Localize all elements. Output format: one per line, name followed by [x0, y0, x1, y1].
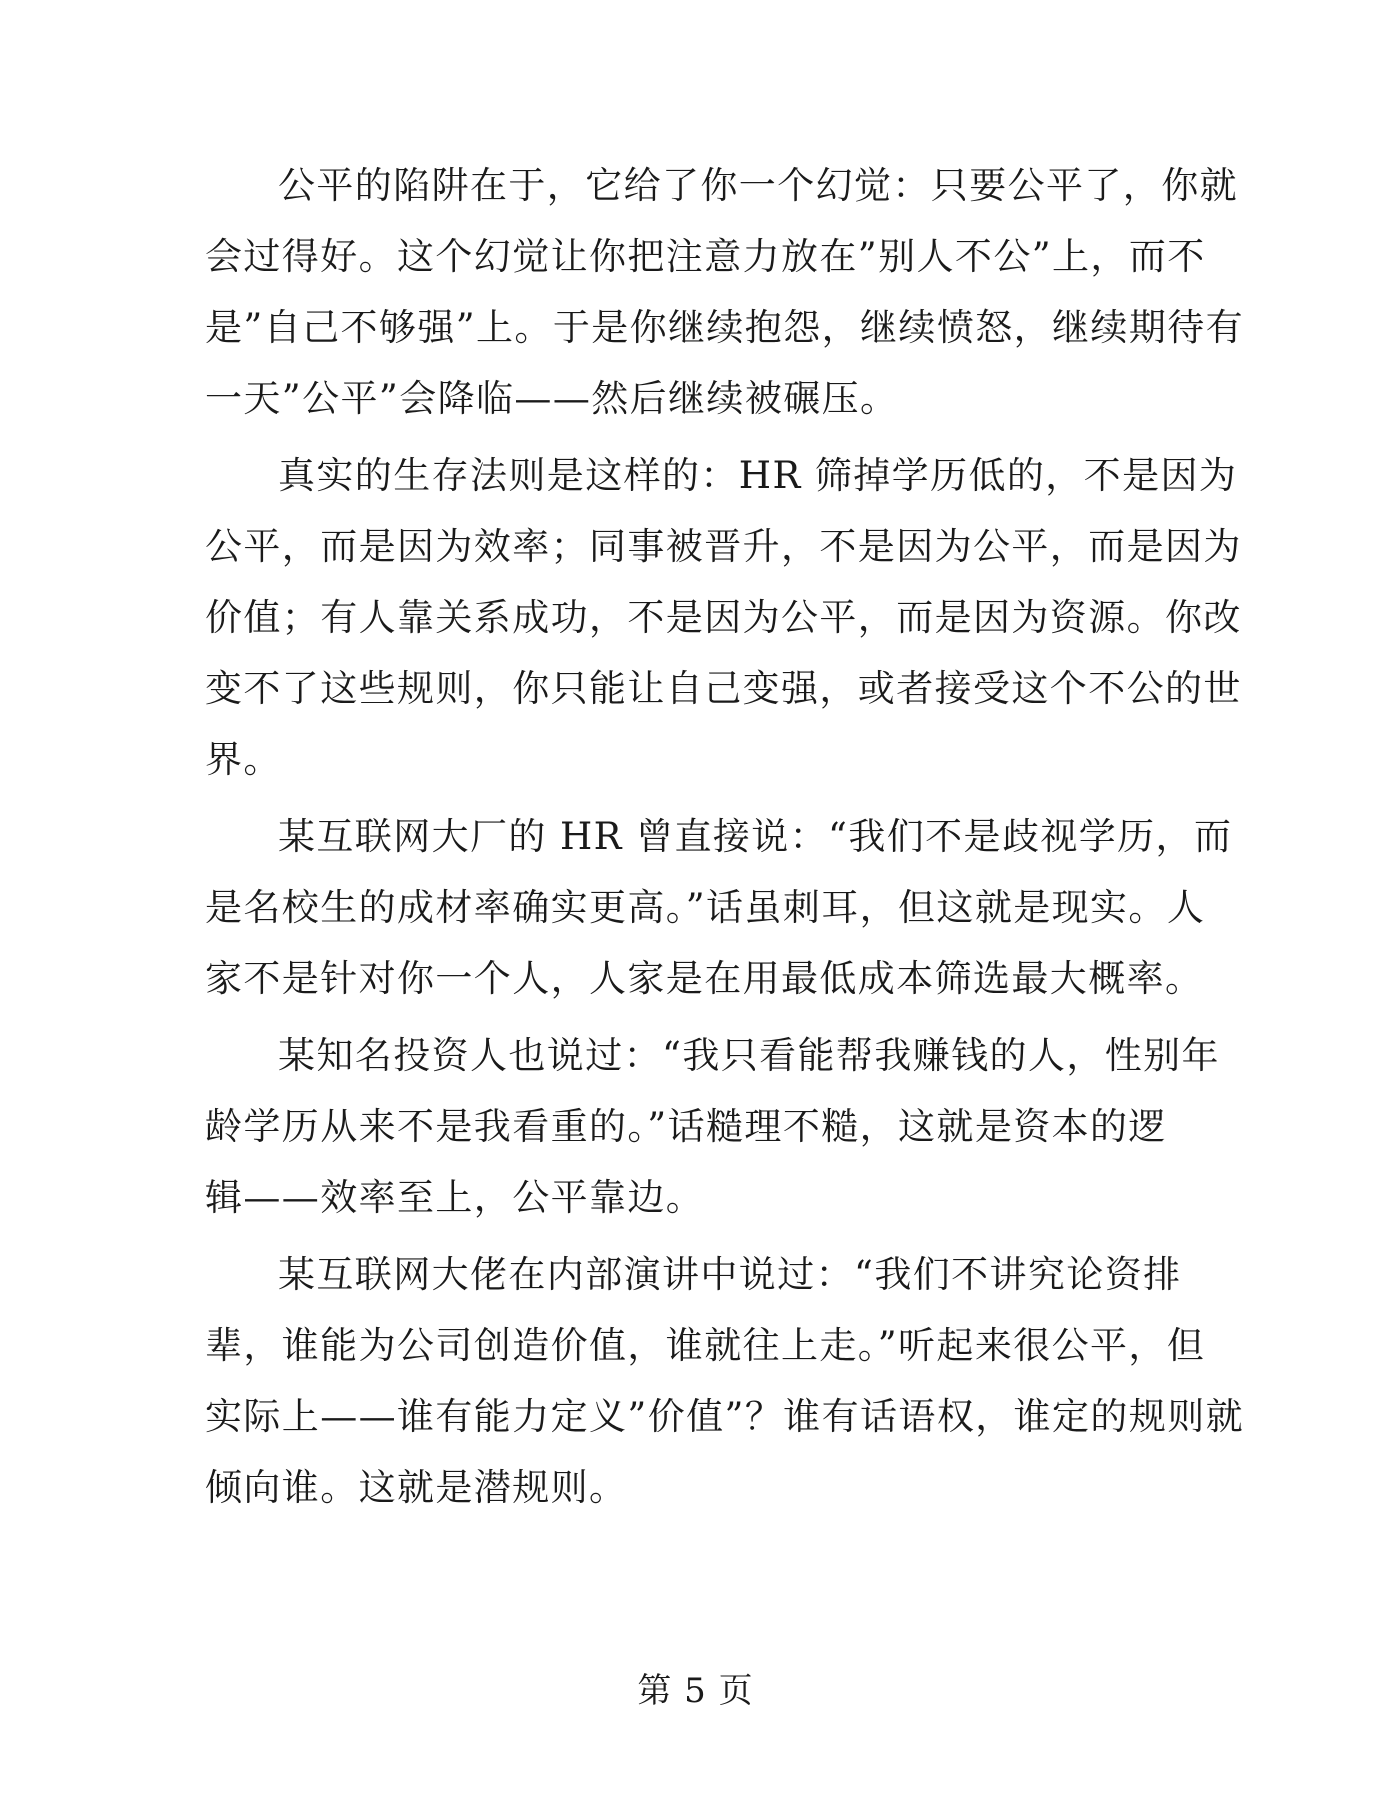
text-line: 公平，而是因为效率；同事被晋升，不是因为公平，而是因为 [205, 525, 1242, 568]
paragraph-investor-quote [205, 1020, 1220, 1233]
text-line: 辈，谁能为公司创造价值，谁就往上走。”听起来很公平，但 [205, 1324, 1206, 1367]
text-line: 价值；有人靠关系成功，不是因为公平，而是因为资源。你改 [205, 596, 1242, 639]
text-line: 是名校生的成材率确实更高。”话虽刺耳，但这就是现实。人 [205, 886, 1206, 929]
text-line: 某互联网大佬在内部演讲中说过：“我们不讲究论资排 [278, 1253, 1182, 1296]
page-number: 第 5 页 [637, 1671, 754, 1711]
text-line: 真实的生存法则是这样的：HR 筛掉学历低的，不是因为 [278, 454, 1238, 497]
text-line: 会过得好。这个幻觉让你把注意力放在”别人不公”上，而不 [205, 235, 1206, 278]
text-line: 某知名投资人也说过：“我只看能帮我赚钱的人，性别年 [278, 1034, 1220, 1077]
text-line: 龄学历从来不是我看重的。”话糙理不糙，这就是资本的逻 [205, 1105, 1167, 1148]
paragraph-hr-quote [205, 801, 1233, 1014]
paragraph-executive-quote [205, 1239, 1245, 1523]
text-line: 公平的陷阱在于，它给了你一个幻觉：只要公平了，你就 [278, 164, 1238, 207]
text-line: 辑——效率至上，公平靠边。 [205, 1176, 705, 1219]
text-line: 变不了这些规则，你只能让自己变强，或者接受这个不公的世 [205, 667, 1242, 710]
paragraph-fairness-trap [205, 150, 1245, 434]
text-line: 一天”公平”会降临——然后继续被碾压。 [205, 377, 899, 420]
text-line: 某互联网大厂的 HR 曾直接说：“我们不是歧视学历，而 [278, 815, 1233, 858]
text-line: 实际上——谁有能力定义”价值”？谁有话语权，谁定的规则就 [205, 1395, 1245, 1438]
document-body [205, 150, 1245, 1529]
text-line: 家不是针对你一个人，人家是在用最低成本筛选最大概率。 [205, 957, 1204, 1000]
paragraph-survival-rules [205, 440, 1242, 795]
text-line: 界。 [205, 738, 282, 781]
text-line: 是”自己不够强”上。于是你继续抱怨，继续愤怒，继续期待有 [205, 306, 1245, 349]
text-line: 倾向谁。这就是潜规则。 [205, 1466, 628, 1509]
